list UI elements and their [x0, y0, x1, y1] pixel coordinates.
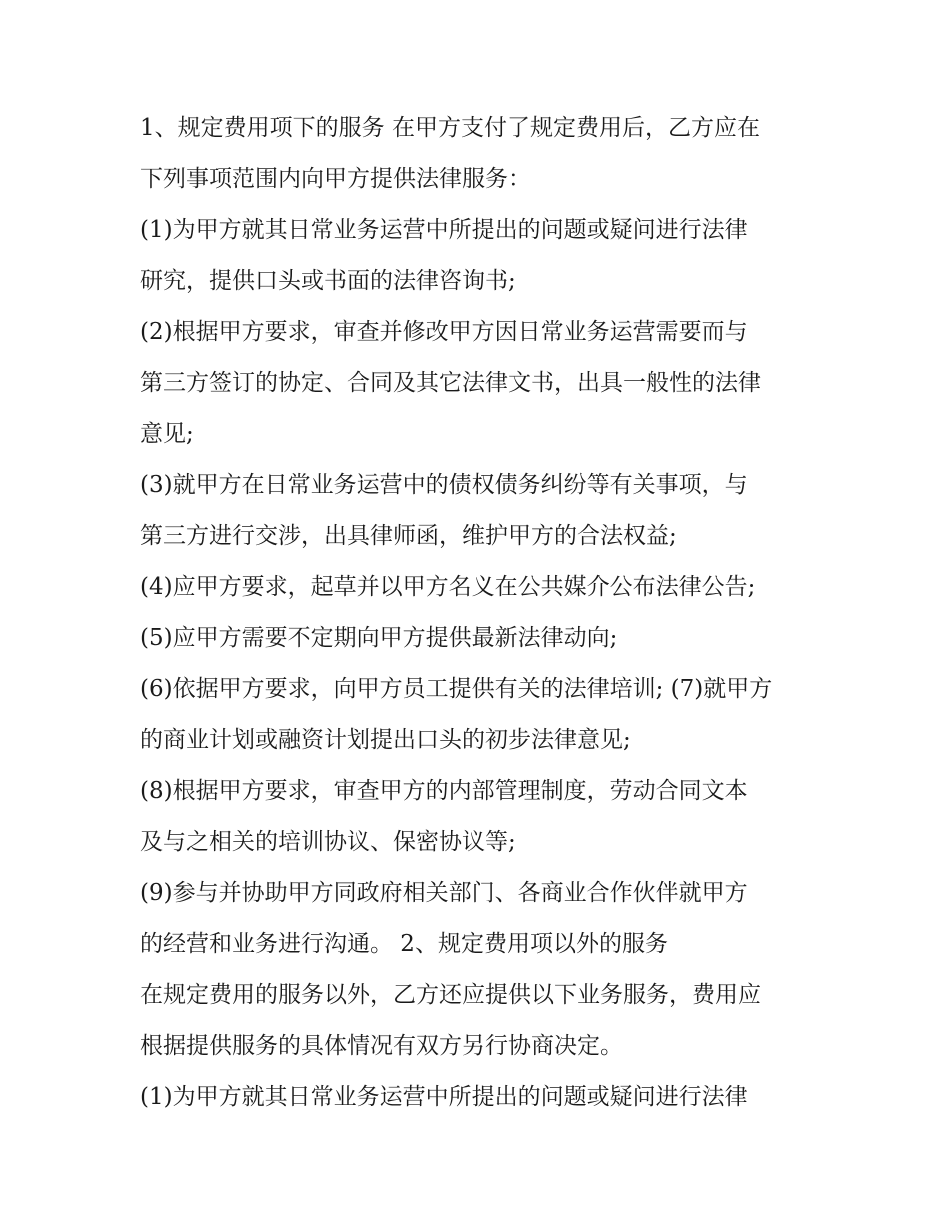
- text-line: (6)依据甲方要求，向甲方员工提供有关的法律培训; (7)就甲方: [140, 676, 773, 702]
- text-line: 及与之相关的培训协议、保密协议等;: [140, 829, 516, 855]
- text-line: 下列事项范围内向甲方提供法律服务：: [140, 166, 531, 192]
- text-line: (1)为甲方就其日常业务运营中所提出的问题或疑问进行法律: [140, 217, 748, 243]
- text-line: 的商业计划或融资计划提出口头的初步法律意见;: [140, 727, 631, 753]
- text-line: 在规定费用的服务以外，乙方还应提供以下业务服务，费用应: [140, 982, 761, 1008]
- text-line: (1)为甲方就其日常业务运营中所提出的问题或疑问进行法律: [140, 1084, 748, 1110]
- text-line: (8)根据甲方要求，审查甲方的内部管理制度，劳动合同文本: [140, 778, 748, 804]
- text-line: (9)参与并协助甲方同政府相关部门、各商业合作伙伴就甲方: [140, 880, 748, 906]
- text-line: 意见;: [140, 421, 194, 447]
- text-line: (5)应甲方需要不定期向甲方提供最新法律动向;: [140, 625, 618, 651]
- text-line: 第三方签订的协定、合同及其它法律文书，出具一般性的法律: [140, 370, 761, 396]
- text-line: (2)根据甲方要求，审查并修改甲方因日常业务运营需要而与: [140, 319, 748, 345]
- document-body: [140, 103, 830, 1123]
- text-line: (4)应甲方要求，起草并以甲方名义在公共媒介公布法律公告;: [140, 574, 756, 600]
- text-line: 第三方进行交涉，出具律师函，维护甲方的合法权益;: [140, 523, 677, 549]
- text-line: (3)就甲方在日常业务运营中的债权债务纠纷等有关事项，与: [140, 472, 748, 498]
- text-line: 研究，提供口头或书面的法律咨询书;: [140, 268, 516, 294]
- text-line: 1、规定费用项下的服务 在甲方支付了规定费用后，乙方应在: [140, 115, 760, 141]
- text-line: 的经营和业务进行沟通。 2、规定费用项以外的服务: [140, 931, 668, 957]
- text-line: 根据提供服务的具体情况有双方另行协商决定。: [140, 1033, 623, 1059]
